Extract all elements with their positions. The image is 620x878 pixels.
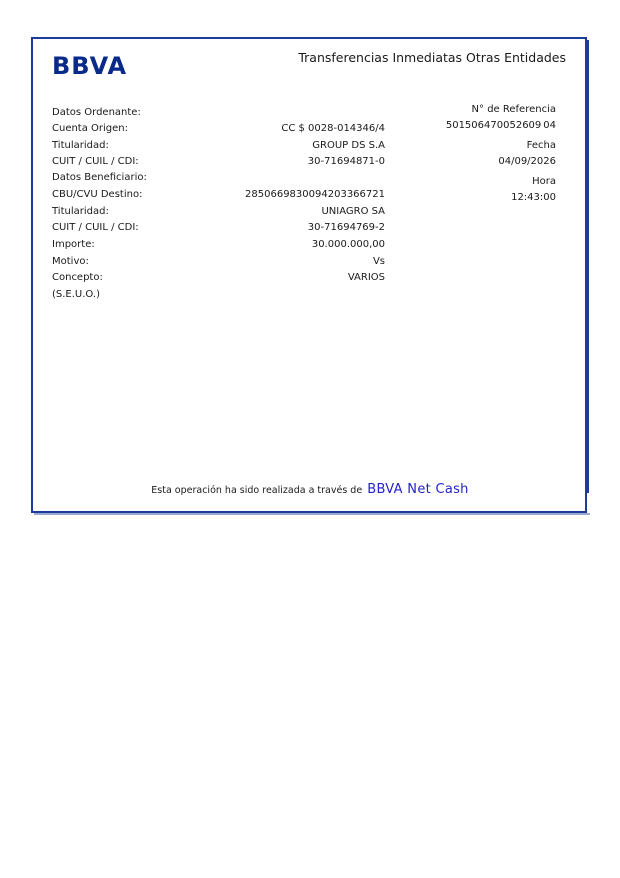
label-datos-beneficiario: Datos Beneficiario: <box>52 172 147 183</box>
label-titularidad-beneficiario: Titularidad: <box>52 206 109 217</box>
bbva-logo: BBVA <box>52 52 128 80</box>
value-cbu-destino: 2850669830094203366721 <box>245 189 385 200</box>
label-cbu-destino: CBU/CVU Destino: <box>52 189 143 200</box>
value-cuit-beneficiario: 30-71694769-2 <box>307 222 385 233</box>
frame-shadow-bottom <box>34 513 590 515</box>
reference-number: 501506470052609 04 <box>445 120 556 131</box>
label-seuo: (S.E.U.O.) <box>52 289 100 300</box>
label-concepto: Concepto: <box>52 272 103 283</box>
value-titularidad-beneficiario: UNIAGRO SA <box>321 206 385 217</box>
value-concepto: VARIOS <box>347 272 385 283</box>
fecha-label: Fecha <box>526 140 556 151</box>
value-cuenta-origen: CC $ 0028-014346/4 <box>281 123 385 134</box>
label-datos-ordenante: Datos Ordenante: <box>52 107 141 118</box>
label-cuenta-origen: Cuenta Origen: <box>52 123 129 134</box>
label-titularidad-ordenante: Titularidad: <box>52 140 109 151</box>
value-titularidad-ordenante: GROUP DS S.A <box>312 140 385 151</box>
footer-brand: BBVA Net Cash <box>367 482 469 497</box>
value-cuit-ordenante: 30-71694871-0 <box>307 156 385 167</box>
label-cuit-ordenante: CUIT / CUIL / CDI: <box>52 156 139 167</box>
hora-value: 12:43:00 <box>511 192 556 203</box>
label-motivo: Motivo: <box>52 256 89 267</box>
value-motivo: Vs <box>372 256 385 267</box>
document-title: Transferencias Inmediatas Otras Entidades <box>298 50 566 65</box>
footer <box>0 478 620 497</box>
label-importe: Importe: <box>52 239 95 250</box>
hora-label: Hora <box>532 176 556 187</box>
label-cuit-beneficiario: CUIT / CUIL / CDI: <box>52 222 139 233</box>
reference-label: N° de Referencia <box>471 104 556 115</box>
value-importe: 30.000.000,00 <box>311 239 385 250</box>
frame-shadow-right <box>586 40 589 493</box>
footer-text: Esta operación ha sido realizada a través de <box>151 485 363 496</box>
fecha-value: 04/09/2026 <box>498 156 556 167</box>
